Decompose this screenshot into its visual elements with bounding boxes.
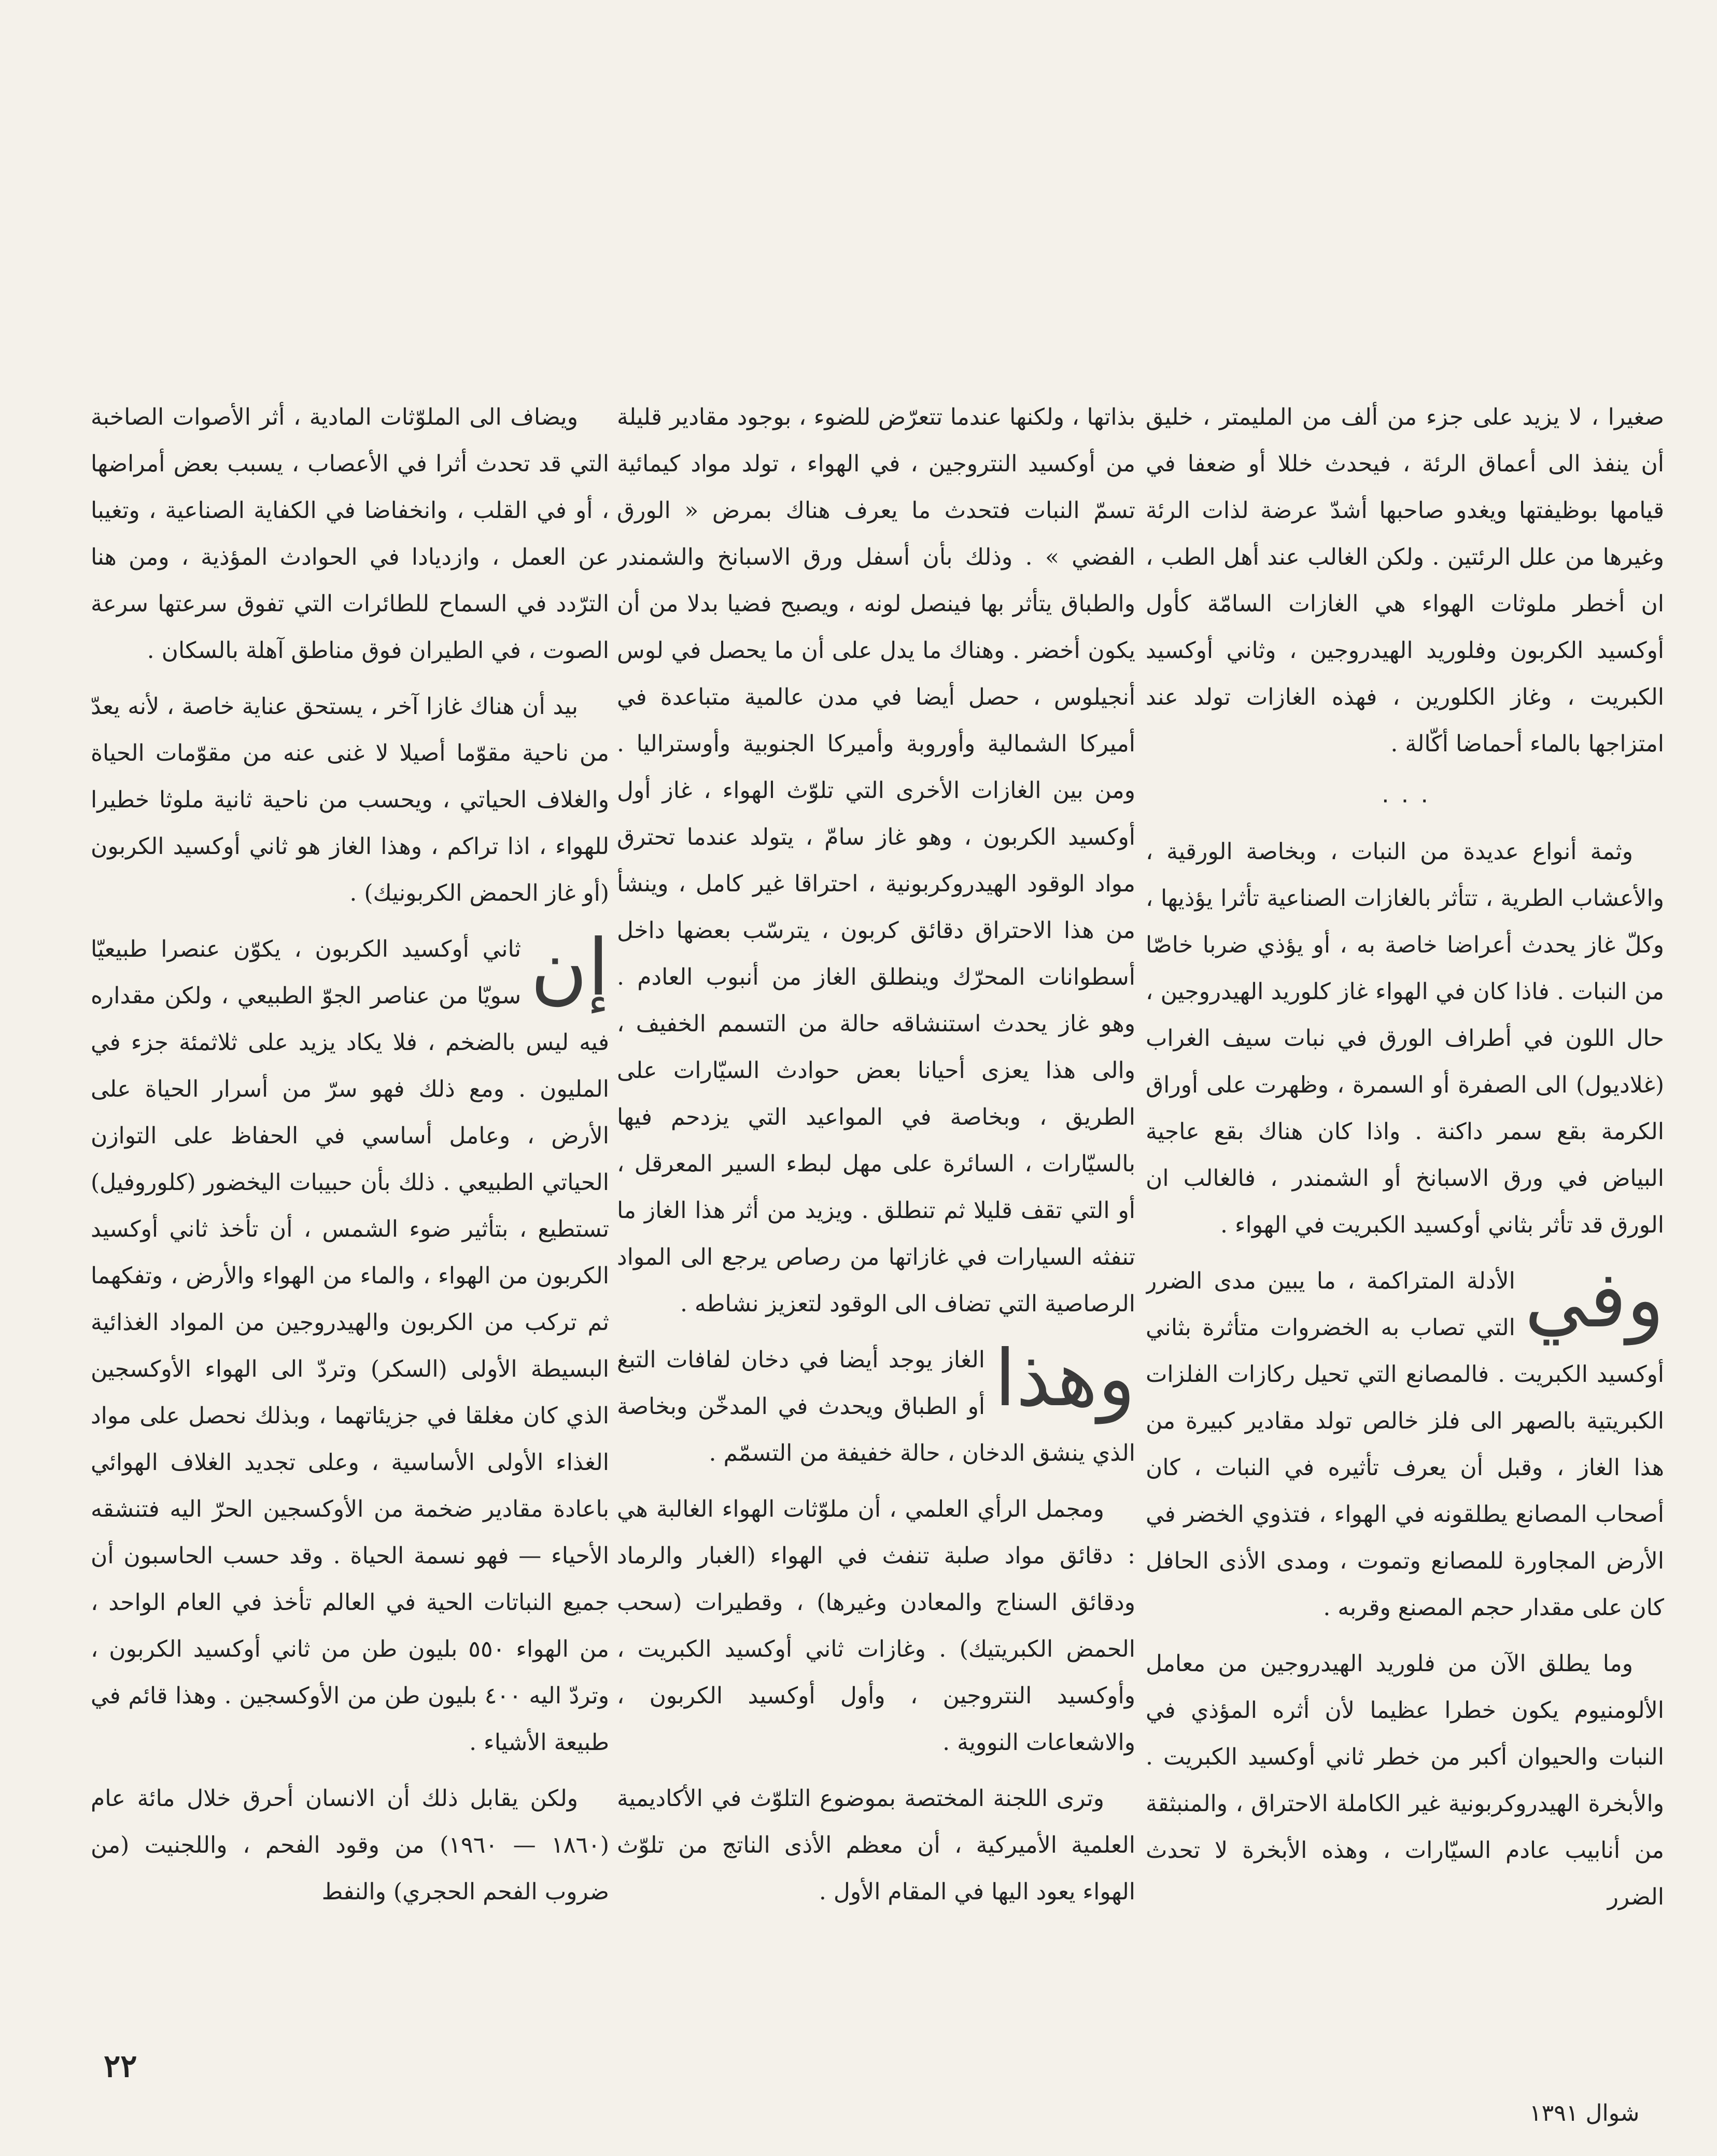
- text-column-left: [91, 394, 609, 2017]
- text-column-middle: [617, 394, 1135, 2017]
- paragraph-text: الأدلة المتراكمة ، ما يبين مدى الضرر التي تصاب به الخضروات متأثرة بثاني أوكسيد الكبريت . فالمصانع التي تحيل ركازات الفلزات الكبريتية بالصهر الى فلز خالص تولد مقادير كبيرة من هذا الغاز ، وقبل أن يعرف تأثيره في النبات ، كان أصحاب المصانع يطلقونه في الهواء ، فتذوي الخضر في الأرض المجاورة للمصانع وتموت ، ومدى الأذى الحافل كان على مقدار حجم المصنع وقربه .: [1146, 1268, 1664, 1621]
- paragraph: وترى اللجنة المختصة بموضوع التلوّث في الأكاديمية العلمية الأميركية ، أن معظم الأذى الناتج من تلوّث الهواء يعود اليها في المقام الأول .: [617, 1785, 1135, 1905]
- paragraph: بذاتها ، ولكنها عندما تتعرّض للضوء ، بوجود مقادير قليلة من أوكسيد النتروجين ، في الهواء ، تولد مواد كيمائية تسمّ النبات فتحدث ما يعرف هناك بمرض « الورق الفضي » . وذلك بأن أسفل ورق الاسبانخ والشمندر والطباق يتأثر بها فينصل لونه ، ويصبح فضيا بدلا من أن يكون أخضر . وهناك ما يدل على أن ما يحصل في لوس أنجيلوس ، حصل أيضا في مدن عالمية متباعدة في أميركا الشمالية وأوروبة وأميركا الجنوبية وأوستراليا . ومن بين الغازات الأخرى التي تلوّث الهواء ، غاز أول أوكسيد الكربون ، وهو غاز سامّ ، يتولد عندما تحترق مواد الوقود الهيدروكربونية ، احتراقا غير كامل ، وينشأ من هذا الاحتراق دقائق كربون ، يترسّب بعضها داخل أسطوانات المحرّك وينطلق الغاز من أنبوب العادم . وهو غاز يحدث استنشاقه حالة من التسمم الخفيف ، والى هذا يعزى أحيانا بعض حوادث السيّارات على الطريق ، وبخاصة في المواعيد التي يزدحم فيها بالسيّارات ، السائرة على مهل لبطء السير المعرقل ، أو التي تقف قليلا ثم تنطلق . ويزيد من أثر هذا الغاز ما تنفثه السيارات في غازاتها من رصاص يرجع الى المواد الرصاصية التي تضاف الى الوقود لتعزيز نشاطه .: [617, 404, 1135, 1317]
- paragraph: صغيرا ، لا يزيد على جزء من ألف من المليمتر ، خليق أن ينفذ الى أعماق الرئة ، فيحدث خللا أو ضعفا في قيامها بوظيفتها ويغدو صاحبها أشدّ عرضة لذات الرئة وغيرها من علل الرئتين . ولكن الغالب عند أهل الطب ، ان أخطر ملوثات الهواء هي الغازات السامّة كأول أوكسيد الكربون وفلوريد الهيدروجين ، وثاني أوكسيد الكبريت ، وغاز الكلورين ، فهذه الغازات تولد عند امتزاجها بالماء أحماضا أكّالة .: [1146, 404, 1664, 757]
- paragraph: ومجمل الرأي العلمي ، أن ملوّثات الهواء الغالبة هي : دقائق مواد صلبة تنفث في الهواء (الغبار والرماد ودقائق السناج والمعادن وغيرها) ، وقطيرات (سحب الحمض الكبريتيك) . وغازات ثاني أوكسيد الكبريت ، وأوكسيد النتروجين ، وأول أوكسيد الكربون ، والاشعاعات النووية .: [617, 1496, 1135, 1756]
- paragraph: ويضاف الى الملوّثات المادية ، أثر الأصوات الصاخبة التي قد تحدث أثرا في الأعصاب ، يسبب بعض أمراضها ، أو في القلب ، وانخفاضا في الكفاية الصناعية ، وتغيبا عن العمل ، وازديادا في الحوادث المؤذية ، ومن هنا الترّدد في السماح للطائرات التي تفوق سرعتها سرعة الصوت ، في الطيران فوق مناطق آهلة بالسكان .: [91, 404, 609, 664]
- paragraph-with-dropcap: [91, 923, 609, 1766]
- paragraph: وما يطلق الآن من فلوريد الهيدروجين من معامل الألومنيوم يكون خطرا عظيما لأن أثره المؤذي في النبات والحيوان أكبر من خطر ثاني أوكسيد الكبريت . والأبخرة الهيدروكربونية غير الكاملة الاحتراق ، والمنبثقة من أنابيب عادم السيّارات ، وهذه الأبخرة لا تحدث الضرر: [1146, 1650, 1664, 1910]
- dropcap: وفي: [1524, 1255, 1664, 1345]
- paragraph: بيد أن هناك غازا آخر ، يستحق عناية خاصة ، لأنه يعدّ من ناحية مقوّما أصيلا لا غنى عنه من مقوّمات الحياة والغلاف الحياتي ، ويحسب من ناحية ثانية ملوثا خطيرا للهواء ، اذا تراكم ، وهذا الغاز هو ثاني أوكسيد الكربون (أو غاز الحمض الكربونيك) .: [91, 693, 609, 906]
- paragraph-text: ثاني أوكسيد الكربون ، يكوّن عنصرا طبيعيّا سويّا من عناصر الجوّ الطبيعي ، ولكن مقداره فيه ليس بالضخم ، فلا يكاد يزيد على ثلاثمئة جزء في المليون . ومع ذلك فهو سرّ من أسرار الحياة على الأرض ، وعامل أساسي في الحفاظ على التوازن الحياتي الطبيعي . ذلك بأن حبيبات اليخضور (كلوروفيل) تستطيع ، بتأثير ضوء الشمس ، أن تأخذ ثاني أوكسيد الكربون من الهواء ، والماء من الهواء والأرض ، وتفكهما ثم تركب من الكربون والهيدروجين من المواد الغذائية البسيطة الأولى (السكر) وتردّ الى الهواء الأوكسجين الذي كان مغلقا في جزيئاتهما ، وبذلك نحصل على مواد الغذاء الأولى الأساسية ، وعلى تجديد الغلاف الهوائي باعادة مقادير ضخمة من الأوكسجين الحرّ اليه فتنشقه الأحياء — فهو نسمة الحياة . وقد حسب الحاسبون أن جميع النباتات الحية في العالم تأخذ في العام الواحد ، من الهواء ٥٥٠ بليون طن من ثاني أوكسيد الكربون ، وتردّ اليه ٤٠٠ بليون طن من الأوكسجين . وهذا قائم في طبيعة الأشياء .: [91, 936, 609, 1756]
- dropcap: وهذا: [994, 1334, 1135, 1424]
- paragraph-with-dropcap: [617, 1334, 1135, 1477]
- text-column-right: [1146, 394, 1664, 2017]
- issue-date: شوال ١٣٩١: [1529, 2100, 1640, 2126]
- paragraph-with-dropcap: [1146, 1255, 1664, 1631]
- dropcap: إن: [530, 923, 609, 1013]
- paragraph-text: الغاز يوجد أيضا في دخان لفافات التبغ أو الطباق ويحدث في المدخّن وبخاصة الذي ينشق الدخان ، حالة خفيفة من التسمّم .: [617, 1347, 1135, 1466]
- section-separator: ٠ ٠ ٠: [1379, 787, 1431, 813]
- paragraph: ولكن يقابل ذلك أن الانسان أحرق خلال مائة عام (١٨٦٠ — ١٩٦٠) من وقود الفحم ، واللجنيت (من ضروب الفحم الحجري) والنفط: [91, 1785, 609, 1905]
- page-number: ٢٢: [104, 2048, 137, 2084]
- paragraph: وثمة أنواع عديدة من النبات ، وبخاصة الورقية ، والأعشاب الطرية ، تتأثر بالغازات الصناعية تأثرا يؤذيها ، وكلّ غاز يحدث أعراضا خاصة به ، أو يؤذي ضربا خاصّا من النبات . فاذا كان في الهواء غاز كلوريد الهيدروجين ، حال اللون في أطراف الورق في نبات سيف الغراب (غلاديول) الى الصفرة أو السمرة ، وظهرت على أوراق الكرمة بقع سمر داكنة . واذا كان هناك بقع عاجية البياض في ورق الاسبانخ أو الشمندر ، فالغالب ان الورق قد تأثر بثاني أوكسيد الكبريت في الهواء .: [1146, 838, 1664, 1238]
